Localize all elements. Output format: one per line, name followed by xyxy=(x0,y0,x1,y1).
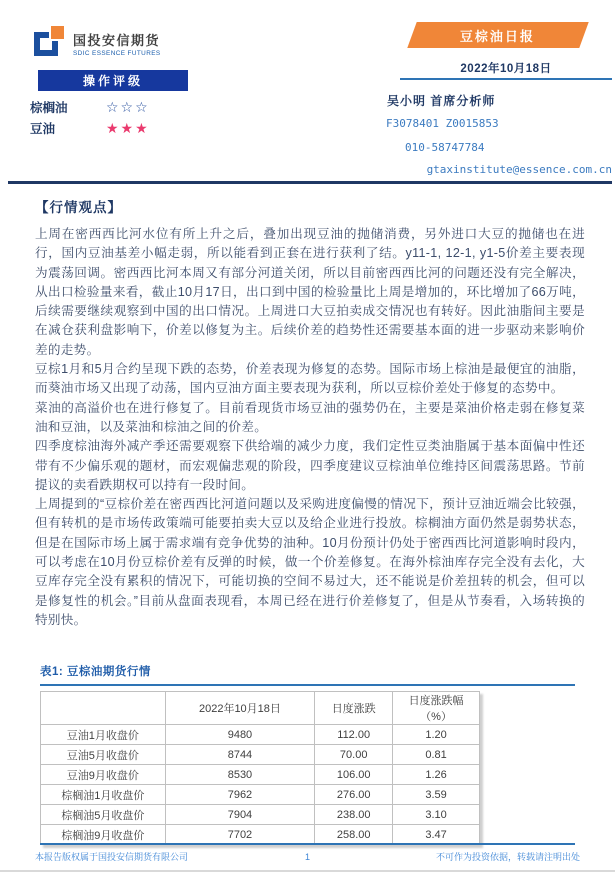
row-value: 9480 xyxy=(165,725,315,745)
row-value: 3.10 xyxy=(393,805,480,825)
col-header-daily-change-pct: 日度涨跌幅（%） xyxy=(393,692,480,725)
row-value: 7904 xyxy=(165,805,315,825)
row-label: 棕榈油5月收盘价 xyxy=(41,805,166,825)
row-value: 8744 xyxy=(165,745,315,765)
row-value: 3.59 xyxy=(393,785,480,805)
market-view-text xyxy=(35,225,585,630)
page-footer xyxy=(35,850,580,863)
rating-box-title: 操作评级 xyxy=(38,70,188,91)
futures-price-table xyxy=(40,691,480,845)
table-row xyxy=(41,725,480,745)
analyst-name: 吴小明 首席分析师 xyxy=(387,94,496,108)
footer-disclaimer: 不可作为投资依据，转载请注明出处 xyxy=(436,852,581,862)
row-value: 1.26 xyxy=(393,765,480,785)
row-label: 豆油9月收盘价 xyxy=(41,765,166,785)
footer-copyright: 本报告版权属于国投安信期货有限公司 xyxy=(35,852,189,862)
table-row xyxy=(41,825,480,845)
col-header-date: 2022年10月18日 xyxy=(165,692,315,725)
row-value: 7962 xyxy=(165,785,315,805)
analyst-email-link[interactable]: gtaxinstitute@essence.com.cn xyxy=(426,163,612,176)
row-value: 258.00 xyxy=(315,825,393,845)
company-name-en: SDIC ESSENCE FUTURES xyxy=(73,50,161,57)
paragraph: 上周在密西西比河水位有所上升之后，叠加出现豆油的抛储消费，另外进口大豆的抛储也在进行，国内豆油基差小幅走弱，所以能看到正套在进行获利了结。y11-1, 12-1, y1-5价差主要表现为震荡回调。密西西比河本周又有部分河道关闭，所以目前密西西比河的问题还没有完全解决，从出口检验量来看，截止10月17日，出口到中国的检验量比上周是增加的，环比增加了66万吨，后续需要继续观察到中国的出口情况。上周进口大豆拍卖成交情况也有转好。因此油脂间主要是在减仓获利盘影响下，价差以修复为主。后续价差的趋势性还需要基本面的进一步驱动来影响价差的走势。 xyxy=(35,227,585,357)
table-row xyxy=(41,765,480,785)
rating-label-soy-oil: 豆油 xyxy=(30,122,56,136)
date-underline xyxy=(400,78,612,80)
row-value: 106.00 xyxy=(315,765,393,785)
paragraph: 四季度棕油海外减产季还需要观察下供给端的减少力度，我们定性豆类油脂属于基本面偏中性还带有不少偏乐观的题材，而宏观偏悲观的阶段，四季度建议豆棕油单位维持区间震荡思路。节前提议的卖看跌期权可以持有一段时间。 xyxy=(35,439,585,492)
soy-oil-stars-icon: ★★★ xyxy=(106,119,150,136)
rating-row-soy-oil xyxy=(30,119,150,137)
report-title: 豆棕油日报 xyxy=(460,28,536,44)
logo-orange-square xyxy=(49,26,64,41)
report-title-banner xyxy=(407,22,588,48)
paragraph: 菜油的高溢价也在进行修复了。目前看现货市场豆油的强势仍在，主要是菜油价格走弱在修复菜油和豆油，以及菜油和棕油之间的价差。 xyxy=(35,400,585,434)
table-row xyxy=(41,745,480,765)
rating-row-palm-oil xyxy=(30,98,150,116)
row-value: 0.81 xyxy=(393,745,480,765)
page-number: 1 xyxy=(305,851,311,862)
row-value: 3.47 xyxy=(393,825,480,845)
row-value: 238.00 xyxy=(315,805,393,825)
table-row xyxy=(41,805,480,825)
row-value: 8530 xyxy=(165,765,315,785)
header-divider xyxy=(8,181,612,184)
row-value: 112.00 xyxy=(315,725,393,745)
analyst-phone: 010-58747784 xyxy=(405,141,485,154)
table-row xyxy=(41,785,480,805)
row-label: 豆油5月收盘价 xyxy=(41,745,166,765)
row-label: 豆油1月收盘价 xyxy=(41,725,166,745)
row-label: 棕榈油1月收盘价 xyxy=(41,785,166,805)
table-caption-rule xyxy=(40,684,575,686)
row-value: 276.00 xyxy=(315,785,393,805)
company-name xyxy=(73,26,161,57)
table-caption: 表1: 豆棕油期货行情 xyxy=(40,666,151,678)
paragraph: 豆棕1月和5月合约呈现下跌的态势，价差表现为修复的态势。国际市场上棕油是最便宜的油脂，而葵油市场又出现了动荡，国内豆油方面主要表现为获利，所以豆棕价差处于修复的态势中。 xyxy=(35,362,585,396)
company-name-cn: 国投安信期货 xyxy=(73,33,161,48)
row-value: 70.00 xyxy=(315,745,393,765)
futures-table-section xyxy=(40,663,575,845)
row-value: 7702 xyxy=(165,825,315,845)
company-logo-icon xyxy=(34,26,66,58)
col-header-blank xyxy=(41,692,166,725)
footer-divider xyxy=(40,843,575,845)
analyst-license-number: F3078401 Z0015853 xyxy=(386,117,499,130)
row-value: 1.20 xyxy=(393,725,480,745)
col-header-daily-change: 日度涨跌 xyxy=(315,692,393,725)
report-date: 2022年10月18日 xyxy=(460,63,552,75)
market-view-section xyxy=(35,196,585,630)
palm-oil-stars-icon: ☆☆☆ xyxy=(106,98,150,115)
section-title: 【行情观点】 xyxy=(35,200,122,215)
table-header-row xyxy=(41,692,480,725)
row-label: 棕榈油9月收盘价 xyxy=(41,825,166,845)
rating-label-palm-oil: 棕榈油 xyxy=(30,101,68,115)
paragraph: 上周提到的“豆棕价差在密西西比河道问题以及采购进度偏慢的情况下，预计豆油近端会比较强，但有转机的是市场传政策端可能要拍卖大豆以及给企业进行投放。棕榈油方面仍然是弱势状态，但是在国际市场上属于需求端有竞争优势的油种。10月份预计仍处于密西西比河道影响时段内，可以考虑在10月份豆棕价差有反弹的时候，做一个价差修复。在海外棕油库存完全没有去化，大豆库存完全没有累积的情况下，可能切换的空间不易过大，还不能说是价差扭转的机会，但可以是修复性的机会。”目前从盘面表现看，本周已经在进行价差修复了，但是从节奏看，入场转换的特别快。 xyxy=(35,497,585,627)
company-logo xyxy=(34,26,161,58)
